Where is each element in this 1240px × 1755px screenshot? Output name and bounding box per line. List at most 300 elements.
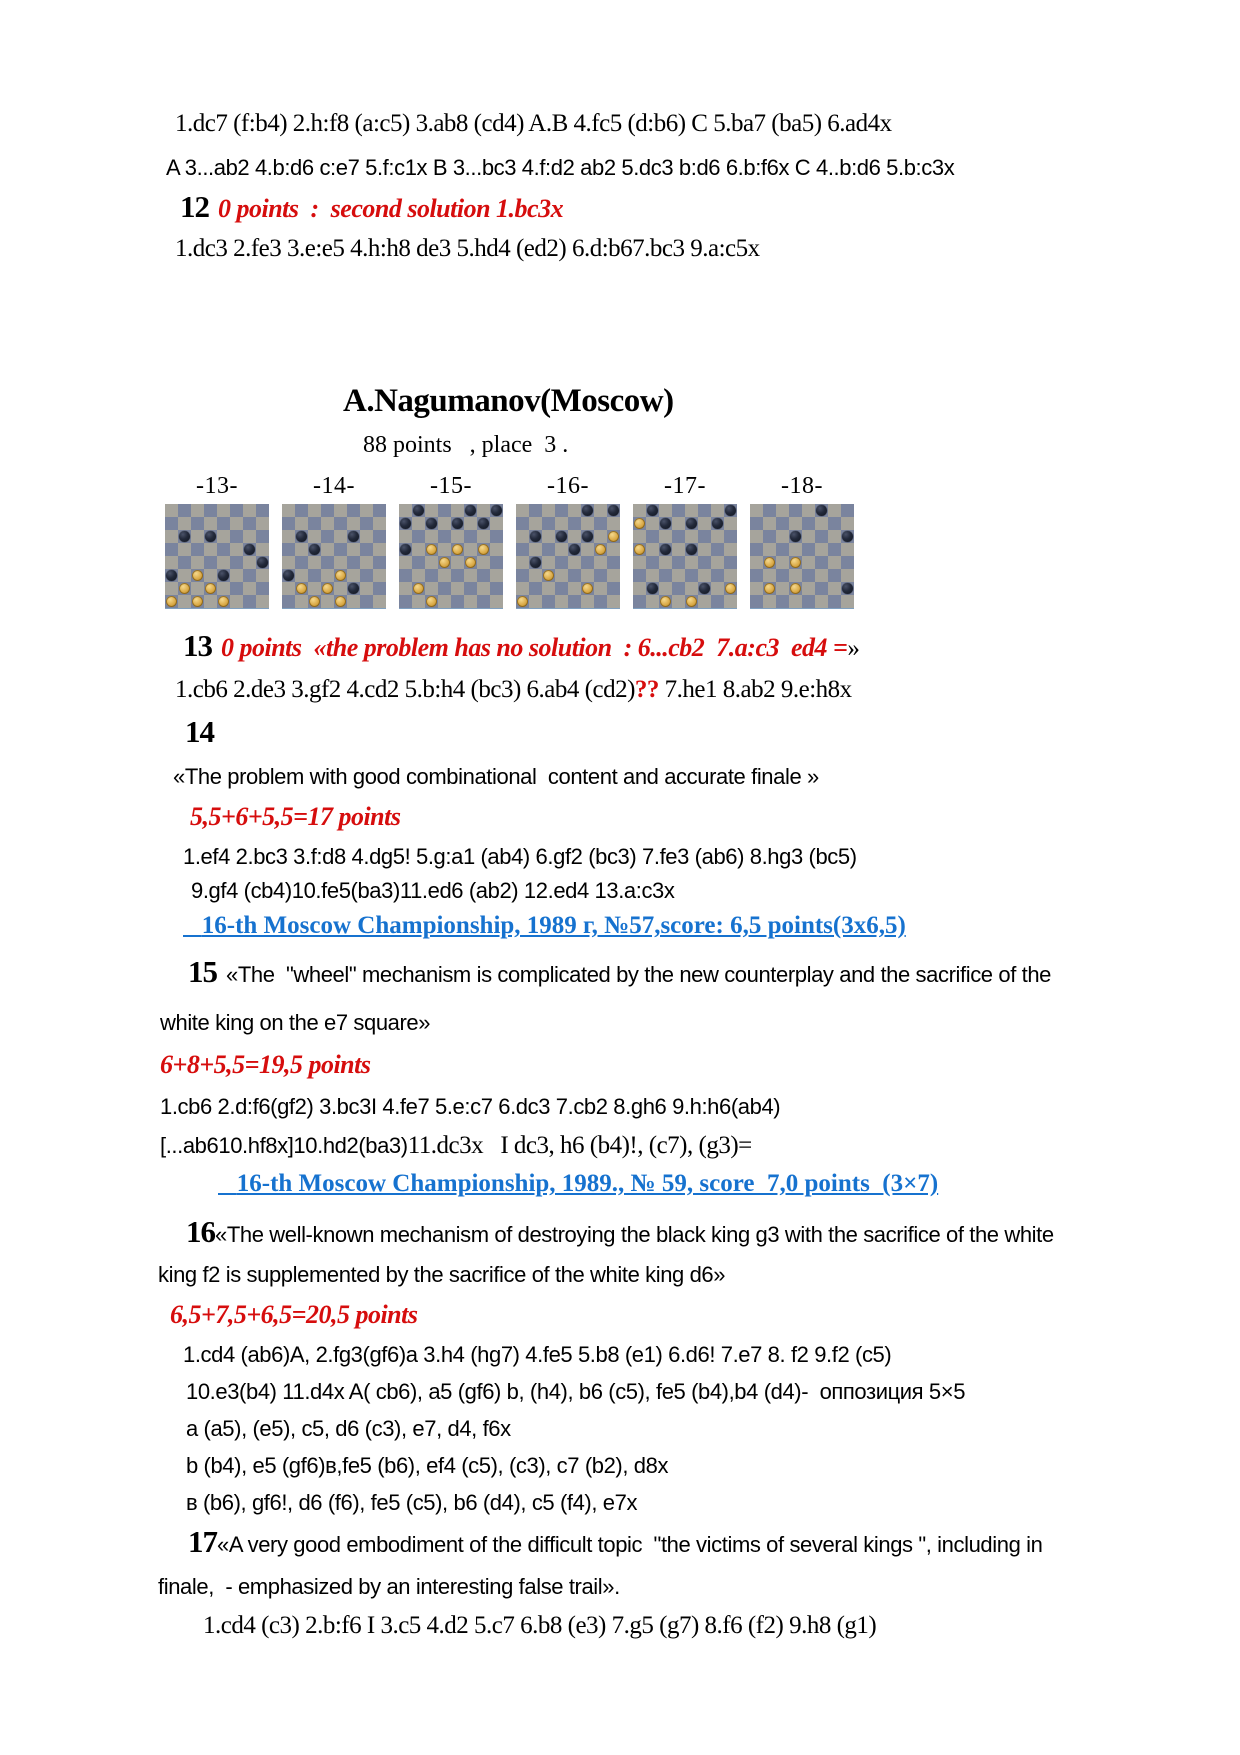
dark-square: [568, 517, 581, 530]
checkers-board: [750, 504, 854, 608]
dark-square: [230, 556, 243, 569]
light-square: [477, 556, 490, 569]
dark-square: [282, 595, 295, 608]
dark-square: [659, 569, 672, 582]
light-square: [321, 569, 334, 582]
light-square: [581, 543, 594, 556]
light-square: [607, 569, 620, 582]
problem-14-solution-line: 1.ef4 2.bc3 3.f:d8 4.dg5! 5.g:a1 (ab4) 6.gf2 (bc3) 7.fe3 (ab6) 8.hg3 (bc5): [183, 844, 857, 869]
light-square: [425, 504, 438, 517]
light-square: [607, 543, 620, 556]
light-square: [516, 556, 529, 569]
problem-16-points: 6,5+7,5+6,5=20,5 points: [170, 1300, 418, 1329]
light-square: [490, 595, 503, 608]
dark-square: [776, 543, 789, 556]
light-square: [763, 517, 776, 530]
light-square: [178, 569, 191, 582]
light-square: [750, 530, 763, 543]
light-square: [633, 504, 646, 517]
light-square: [841, 543, 854, 556]
light-square: [373, 595, 386, 608]
light-square: [230, 569, 243, 582]
light-square: [711, 530, 724, 543]
light-square: [659, 556, 672, 569]
problem-15-solution-line: [160, 1132, 1200, 1160]
dark-square: [321, 556, 334, 569]
black-piece: [218, 570, 229, 581]
dark-square: [256, 582, 269, 595]
light-square: [178, 543, 191, 556]
dark-square: [672, 582, 685, 595]
dark-square: [334, 517, 347, 530]
black-piece: [686, 518, 697, 529]
light-square: [711, 556, 724, 569]
checkers-board: [516, 504, 620, 608]
white-piece: [517, 596, 528, 607]
black-piece: [842, 531, 853, 542]
board-label: -16-: [547, 473, 589, 499]
light-square: [529, 517, 542, 530]
board-label: -17-: [664, 473, 706, 499]
black-piece: [647, 505, 658, 516]
light-square: [282, 530, 295, 543]
black-piece: [283, 570, 294, 581]
dark-square: [555, 556, 568, 569]
dark-square: [451, 595, 464, 608]
light-square: [191, 530, 204, 543]
light-square: [529, 595, 542, 608]
problem-13-number: 13: [183, 628, 212, 663]
dark-square: [685, 569, 698, 582]
dark-square: [763, 530, 776, 543]
light-square: [230, 517, 243, 530]
light-square: [815, 517, 828, 530]
board-column-15-: [399, 473, 503, 608]
white-piece: [725, 583, 736, 594]
light-square: [841, 517, 854, 530]
dark-square: [217, 543, 230, 556]
dark-square: [802, 517, 815, 530]
light-square: [542, 556, 555, 569]
problem-16-solution-line: 10.e3(b4) 11.d4x A( cb6), a5 (gf6) b, (h4), b6 (c5), fe5 (b4),b4 (d4)- оппозиция 5×5: [186, 1379, 966, 1404]
light-square: [477, 530, 490, 543]
light-square: [464, 543, 477, 556]
white-piece: [634, 544, 645, 555]
light-square: [399, 582, 412, 595]
light-square: [633, 556, 646, 569]
light-square: [217, 582, 230, 595]
light-square: [581, 517, 594, 530]
black-piece: [790, 531, 801, 542]
problem-14-number: 14: [185, 714, 214, 749]
dark-square: [789, 504, 802, 517]
white-piece: [608, 531, 619, 542]
problem-17-quote-line2: finale, - emphasized by an interesting false trail».: [158, 1574, 620, 1599]
dark-square: [295, 556, 308, 569]
black-piece: [400, 518, 411, 529]
light-square: [321, 595, 334, 608]
dark-square: [373, 504, 386, 517]
light-square: [789, 569, 802, 582]
light-square: [607, 595, 620, 608]
light-square: [308, 582, 321, 595]
dark-square: [568, 569, 581, 582]
board-column-17-: [633, 473, 737, 608]
problem-15-points: 6+8+5,5=19,5 points: [160, 1050, 371, 1079]
dark-square: [672, 530, 685, 543]
dark-square: [672, 556, 685, 569]
light-square: [698, 543, 711, 556]
light-square: [204, 595, 217, 608]
problem-16-quote-line1: «The well-known mechanism of destroying the black king g3 with the sacrifice of the white: [215, 1222, 1054, 1247]
dark-square: [516, 569, 529, 582]
dark-square: [828, 595, 841, 608]
dark-square: [633, 595, 646, 608]
dark-square: [477, 569, 490, 582]
light-square: [542, 582, 555, 595]
light-square: [347, 569, 360, 582]
white-piece: [595, 544, 606, 555]
light-square: [438, 543, 451, 556]
light-square: [581, 569, 594, 582]
boards-row: [165, 473, 1200, 608]
white-piece: [309, 596, 320, 607]
problem-12-number: 12: [180, 189, 209, 224]
light-square: [230, 543, 243, 556]
light-square: [789, 595, 802, 608]
white-piece: [205, 583, 216, 594]
white-piece: [660, 596, 671, 607]
dark-square: [555, 582, 568, 595]
white-piece: [686, 596, 697, 607]
light-square: [607, 517, 620, 530]
light-square: [334, 582, 347, 595]
dark-square: [451, 569, 464, 582]
light-square: [568, 556, 581, 569]
light-square: [672, 517, 685, 530]
black-piece: [491, 505, 502, 516]
black-piece: [348, 531, 359, 542]
championship-line-57: [183, 912, 1200, 940]
black-piece: [582, 531, 593, 542]
dark-square: [178, 556, 191, 569]
light-square: [347, 517, 360, 530]
light-square: [646, 595, 659, 608]
white-piece: [465, 557, 476, 568]
light-square: [594, 504, 607, 517]
black-piece: [179, 531, 190, 542]
light-square: [334, 556, 347, 569]
light-square: [282, 504, 295, 517]
board-column-18-: [750, 473, 854, 608]
dark-square: [711, 595, 724, 608]
black-piece: [660, 518, 671, 529]
dark-square: [802, 543, 815, 556]
checkers-board: [282, 504, 386, 608]
light-square: [659, 504, 672, 517]
black-piece: [296, 531, 307, 542]
black-piece: [660, 544, 671, 555]
light-square: [568, 530, 581, 543]
dark-square: [802, 569, 815, 582]
light-square: [841, 569, 854, 582]
light-square: [321, 517, 334, 530]
light-square: [373, 517, 386, 530]
dark-square: [425, 569, 438, 582]
dark-square: [464, 582, 477, 595]
light-square: [451, 504, 464, 517]
board-label: -13-: [196, 473, 238, 499]
problem-16-quote-line2: king f2 is supplemented by the sacrifice of the white king d6»: [158, 1262, 726, 1287]
black-piece: [400, 544, 411, 555]
light-square: [516, 582, 529, 595]
dark-square: [204, 504, 217, 517]
light-square: [373, 569, 386, 582]
light-square: [295, 569, 308, 582]
dark-square: [516, 517, 529, 530]
dark-square: [438, 530, 451, 543]
light-square: [646, 543, 659, 556]
light-square: [568, 582, 581, 595]
light-square: [802, 504, 815, 517]
light-square: [815, 543, 828, 556]
problem-12-judge-comment: 0 points : second solution 1.bc3x: [218, 194, 564, 223]
light-square: [256, 569, 269, 582]
solution-part: 11.dc3x I dc3, h6 (b4)!, (c7), (g3)=: [407, 1132, 752, 1159]
dark-square: [555, 504, 568, 517]
problem-17-number: 17: [188, 1524, 217, 1559]
dark-square: [763, 504, 776, 517]
light-square: [282, 556, 295, 569]
black-piece: [530, 557, 541, 568]
light-square: [477, 582, 490, 595]
notation-line-variations: A 3...ab2 4.b:d6 c:e7 5.f:c1x B 3...bc3 4.f:d2 ab2 5.dc3 b:d6 6.b:f6x C 4..b:d6 5.b:c3x: [166, 155, 955, 180]
light-square: [204, 517, 217, 530]
board-column-13-: [165, 473, 269, 608]
dark-square: [360, 569, 373, 582]
problem-14-quote: «The problem with good combinational content and accurate finale »: [173, 764, 819, 789]
white-piece: [192, 570, 203, 581]
problem-15-solution-line: 1.cb6 2.d:f6(gf2) 3.bc3I 4.fe7 5.e:c7 6.dc3 7.cb2 8.gh6 9.h:h6(ab4): [160, 1094, 781, 1119]
light-square: [217, 504, 230, 517]
black-piece: [647, 583, 658, 594]
light-square: [412, 569, 425, 582]
light-square: [828, 582, 841, 595]
dark-square: [490, 530, 503, 543]
dark-square: [230, 530, 243, 543]
problem-14-header: [185, 714, 1200, 750]
white-piece: [452, 544, 463, 555]
light-square: [594, 582, 607, 595]
black-piece: [348, 583, 359, 594]
light-square: [789, 517, 802, 530]
dark-square: [230, 504, 243, 517]
light-square: [490, 517, 503, 530]
problem-12-solution: 1.dc3 2.fe3 3.e:e5 4.h:h8 de3 5.hd4 (ed2) 6.d:b67.bc3 9.a:c5x: [175, 235, 760, 262]
dark-square: [594, 517, 607, 530]
light-square: [542, 504, 555, 517]
light-square: [243, 556, 256, 569]
dark-square: [282, 543, 295, 556]
white-piece: [764, 557, 775, 568]
dark-square: [360, 595, 373, 608]
light-square: [243, 530, 256, 543]
light-square: [750, 556, 763, 569]
dark-square: [490, 556, 503, 569]
light-square: [828, 504, 841, 517]
light-square: [568, 504, 581, 517]
dark-square: [750, 543, 763, 556]
dark-square: [542, 595, 555, 608]
light-square: [321, 543, 334, 556]
problem-13-solution: [175, 676, 1200, 704]
board-label: -18-: [781, 473, 823, 499]
light-square: [594, 530, 607, 543]
black-piece: [725, 505, 736, 516]
light-square: [672, 595, 685, 608]
dark-square: [802, 595, 815, 608]
board-column-16-: [516, 473, 620, 608]
white-piece: [296, 583, 307, 594]
light-square: [685, 582, 698, 595]
light-square: [295, 517, 308, 530]
light-square: [165, 530, 178, 543]
author-title: A.Nagumanov(Moscow): [343, 383, 674, 419]
light-square: [477, 504, 490, 517]
light-square: [698, 569, 711, 582]
light-square: [490, 543, 503, 556]
problem-13-comment-close-quote: »: [847, 635, 860, 662]
light-square: [685, 530, 698, 543]
light-square: [802, 582, 815, 595]
dark-square: [243, 517, 256, 530]
problem-15-quote-line1: «The "wheel" mechanism is complicated by the new counterplay and the sacrifice of the: [226, 962, 1051, 987]
championship-link-59[interactable]: 16-th Moscow Championship, 1989., № 59, score 7,0 points (3×7): [236, 1170, 939, 1197]
light-square: [451, 556, 464, 569]
dark-square: [360, 517, 373, 530]
white-piece: [179, 583, 190, 594]
dark-square: [711, 569, 724, 582]
light-square: [295, 543, 308, 556]
light-square: [360, 556, 373, 569]
dark-square: [412, 556, 425, 569]
problem-16-solution-block: [158, 1342, 1200, 1516]
light-square: [646, 569, 659, 582]
light-square: [815, 569, 828, 582]
dark-square: [373, 530, 386, 543]
light-square: [425, 556, 438, 569]
dark-square: [750, 517, 763, 530]
problem-14-solution-line: 9.gf4 (cb4)10.fe5(ba3)11.ed6 (ab2) 12.ed4 13.a:c3x: [191, 878, 675, 903]
black-piece: [257, 557, 268, 568]
dark-square: [529, 504, 542, 517]
black-piece: [556, 531, 567, 542]
dark-square: [477, 595, 490, 608]
dark-square: [438, 504, 451, 517]
light-square: [464, 595, 477, 608]
light-square: [815, 595, 828, 608]
dark-square: [165, 517, 178, 530]
white-piece: [218, 596, 229, 607]
light-square: [685, 504, 698, 517]
black-piece: [582, 505, 593, 516]
light-square: [464, 569, 477, 582]
problem-13-judge-comment: 0 points «the problem has no solution : 6...cb2 7.a:c3 ed4 =: [221, 633, 848, 662]
black-piece: [816, 505, 827, 516]
dark-square: [750, 569, 763, 582]
dark-square: [321, 530, 334, 543]
black-piece: [569, 544, 580, 555]
dark-square: [347, 556, 360, 569]
dark-square: [360, 543, 373, 556]
dark-square: [334, 543, 347, 556]
dark-square: [672, 504, 685, 517]
light-square: [191, 504, 204, 517]
light-square: [529, 569, 542, 582]
light-square: [490, 569, 503, 582]
notation-line-main: 1.dc7 (f:b4) 2.h:f8 (a:c5) 3.ab8 (cd4) A.B 4.fc5 (d:b6) C 5.ba7 (ba5) 6.ad4x: [175, 110, 892, 137]
black-piece: [309, 544, 320, 555]
dark-square: [490, 582, 503, 595]
white-piece: [426, 544, 437, 555]
light-square: [217, 556, 230, 569]
dark-square: [230, 582, 243, 595]
light-square: [451, 530, 464, 543]
solution-part: 1.cb6 2.de3 3.gf2 4.cd2 5.b:h4 (bc3) 6.ab4 (cd2): [175, 676, 635, 703]
problem-17-solution: 1.cd4 (c3) 2.b:f6 I 3.c5 4.d2 5.c7 6.b8 (e3) 7.g5 (g7) 8.f6 (f2) 9.h8 (g1): [203, 1612, 877, 1639]
light-square: [841, 595, 854, 608]
white-piece: [335, 596, 346, 607]
white-piece: [543, 570, 554, 581]
light-square: [555, 569, 568, 582]
light-square: [633, 530, 646, 543]
dark-square: [438, 582, 451, 595]
white-piece: [790, 583, 801, 594]
light-square: [230, 595, 243, 608]
light-square: [529, 543, 542, 556]
championship-link-57[interactable]: 16-th Moscow Championship, 1989 г, №57,score: 6,5 points(3x6,5): [201, 912, 906, 939]
light-square: [204, 543, 217, 556]
light-square: [724, 517, 737, 530]
black-piece: [478, 518, 489, 529]
light-square: [555, 517, 568, 530]
light-square: [776, 530, 789, 543]
light-square: [451, 582, 464, 595]
light-square: [243, 582, 256, 595]
board-column-14-: [282, 473, 386, 608]
dark-square: [464, 530, 477, 543]
light-square: [555, 543, 568, 556]
dark-square: [412, 530, 425, 543]
light-square: [243, 504, 256, 517]
dark-square: [776, 569, 789, 582]
light-square: [425, 582, 438, 595]
problem-15-header: [188, 954, 1200, 990]
dark-square: [646, 530, 659, 543]
light-square: [191, 556, 204, 569]
problem-16-solution-line: a (a5), (e5), c5, d6 (c3), e7, d4, f6x: [186, 1416, 511, 1441]
dark-square: [711, 543, 724, 556]
board-label: -14-: [313, 473, 355, 499]
light-square: [165, 582, 178, 595]
problem-16-solution-line: в (b6), gf6!, d6 (f6), fe5 (c5), b6 (d4), c5 (f4), e7x: [186, 1490, 638, 1515]
light-square: [516, 530, 529, 543]
light-square: [542, 530, 555, 543]
dark-square: [724, 530, 737, 543]
problem-14-points: 5,5+6+5,5=17 points: [190, 802, 401, 831]
light-square: [750, 582, 763, 595]
light-square: [217, 530, 230, 543]
